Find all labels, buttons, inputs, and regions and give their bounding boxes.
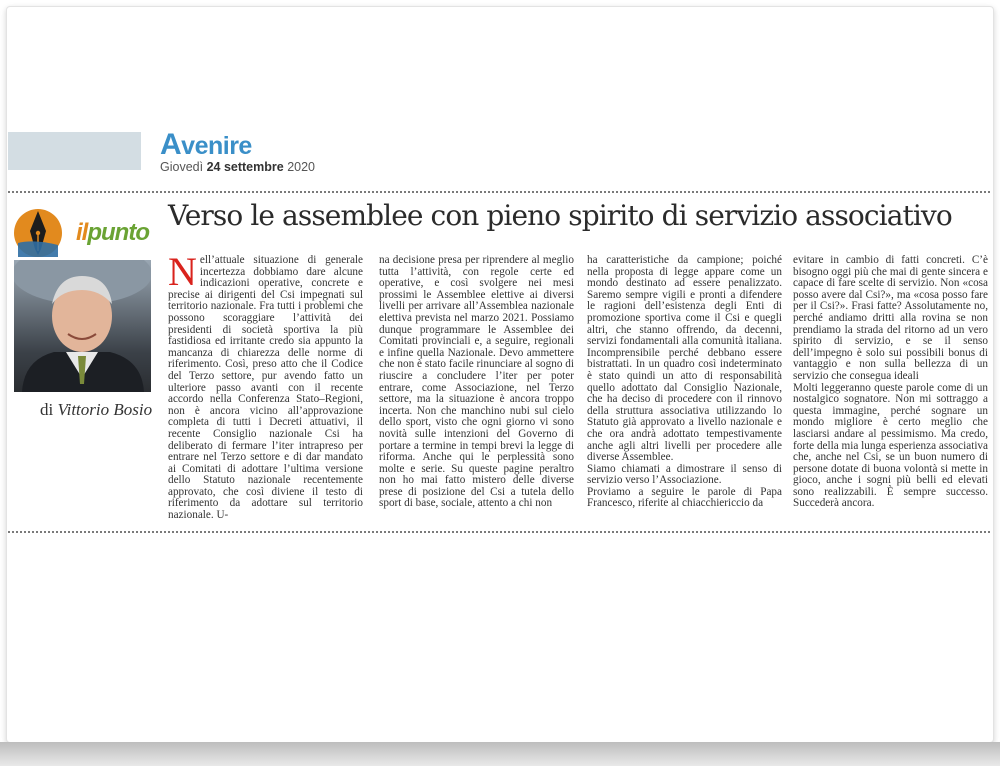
article-column-4: evitare in cambio di fatti concreti. C’è bisogno oggi più che mai di gente sincera e capace di fare scelte di servizio. Non «cosa posso avere dal Csi?», ma «cosa posso fare per il Csi?». Frasi fatte? Assolutamente no, perché andiamo dritti alla rovina se non prendiamo la strada del ritorno ad un vero spirito di servizio, e se il senso dell’impegno è solo sui possibili bonus di vantaggio e non sulla bellezza di un servizio che consegua ideali Molti leggeranno queste parole come di un nostalgico sognatore. Non mi sottraggo a questa immagine, perché sognare un mondo migliore è certo meglio che lasciarsi andare al pessimismo. Ma credo, forte della mia lunga esperienza associativa che, anche nel Csi, se un buon numero di persone dotate di buona volontà si mette in gioco, anche i sogni più belli ed elevati sono realizzabili. È sempre successo. Succederà ancora. xyxy=(793,254,988,510)
rubric-title: ilpunto xyxy=(76,219,149,246)
newspaper-logo: Avenire xyxy=(160,128,252,161)
header-color-block xyxy=(8,132,141,170)
article-column-2: na decisione presa per riprendere al meglio tutta l’attività, con regole certe ed operative, e così svolgere nei mesi prossimi le Assemblee elettive ai diversi livelli per arrivare all’Assemblea nazionale elettiva prevista nel marzo 2021. Possiamo dunque programmare le Assemblee dei Comitati provinciali e, a seguire, regionali e infine quella Nazionale. Devo ammettere che non è stato facile rinunciare al sogno di riuscire a concludere l’iter per poter entrare, come Associazione, nel Terzo settore, ma la situazione è ancora troppo incerta. Non che manchino nubi sul cielo dello sport, visto che ogni giorno vi sono novità sulle intenzioni del Governo di portare a termine in tempi brevi la legge di riforma. Anche qui le perplessità sono molte e serie. Su queste pagine peraltro non ho mai fatto mistero delle diverse prese di posizione del Csi a tutela dello sport di base, sociale, attento a chi non xyxy=(379,254,574,510)
article-column-3: ha caratteristiche da campione; poiché nella proposta di legge appare come un mondo destinato ad essere penalizzato. Saremo sempre vigili e pronti a difendere le ragioni dell’esistenza degli Enti di promozione sportiva come il Csi e quegli altri, che stanno offrendo, da decenni, servizi fondamentali alla comunità italiana. Incomprensibile perché debbano essere bistrattati. In un quadro così indeterminato è stato quindi un atto di responsabilità quello adottato dal Consiglio Nazionale, che ha deciso di procedere con il rinnovo della struttura associativa utilizzando lo Statuto già approvato a livello nazionale e che ora andrà adottato tempestivamente anche agli altri livelli per procedere alle diverse Assemblee. Siamo chiamati a dimostrare il senso di servizio verso l’Associazione. Proviamo a seguire le parole di Papa Francesco, riferite al chiacchiericcio da xyxy=(587,254,782,510)
bottom-dotted-rule xyxy=(8,531,990,533)
issue-date: Giovedì 24 settembre 2020 xyxy=(160,160,315,174)
fountain-pen-icon xyxy=(14,209,62,257)
masthead xyxy=(160,128,315,174)
author-photo xyxy=(14,260,151,392)
rubric-label xyxy=(14,205,159,257)
byline: di Vittorio Bosio xyxy=(40,400,153,419)
bottom-shadow-bar xyxy=(0,742,1000,766)
article-column-1: Nell’attuale situazione di generale incertezza dobbiamo dare alcune indicazioni operative, concrete e precise ai dirigenti del Csi impegnati sul territorio nazionale. Fra tutti i problemi che possono scoraggiare l’attività dei presidenti di società sportiva la più fastidiosa ed irritante credo sia appunto la mancanza di chiarezza delle norme di riferimento. Così, preso atto che il Codice del Terzo settore, pur avendo fatto un ulteriore passo avanti con il recente accordo nella Conferenza Stato–Regioni, non è ancora vicino all’approvazione completa di tutti i Decreti attuativi, il recente Consiglio nazionale Csi ha deliberato di fermare l’iter intrapreso per entrare nel Terzo settore e di dar mandato ai Comitati di adottare l’ultima versione dello Statuto nazionale recentemente approvato, che così diviene il testo di riferimento da adottare sul territorio nazionale. U- xyxy=(168,249,363,522)
article-headline: Verso le assemblee con pieno spirito di servizio associativo xyxy=(168,199,952,232)
drop-cap: N xyxy=(168,249,197,294)
top-dotted-rule xyxy=(8,191,990,193)
